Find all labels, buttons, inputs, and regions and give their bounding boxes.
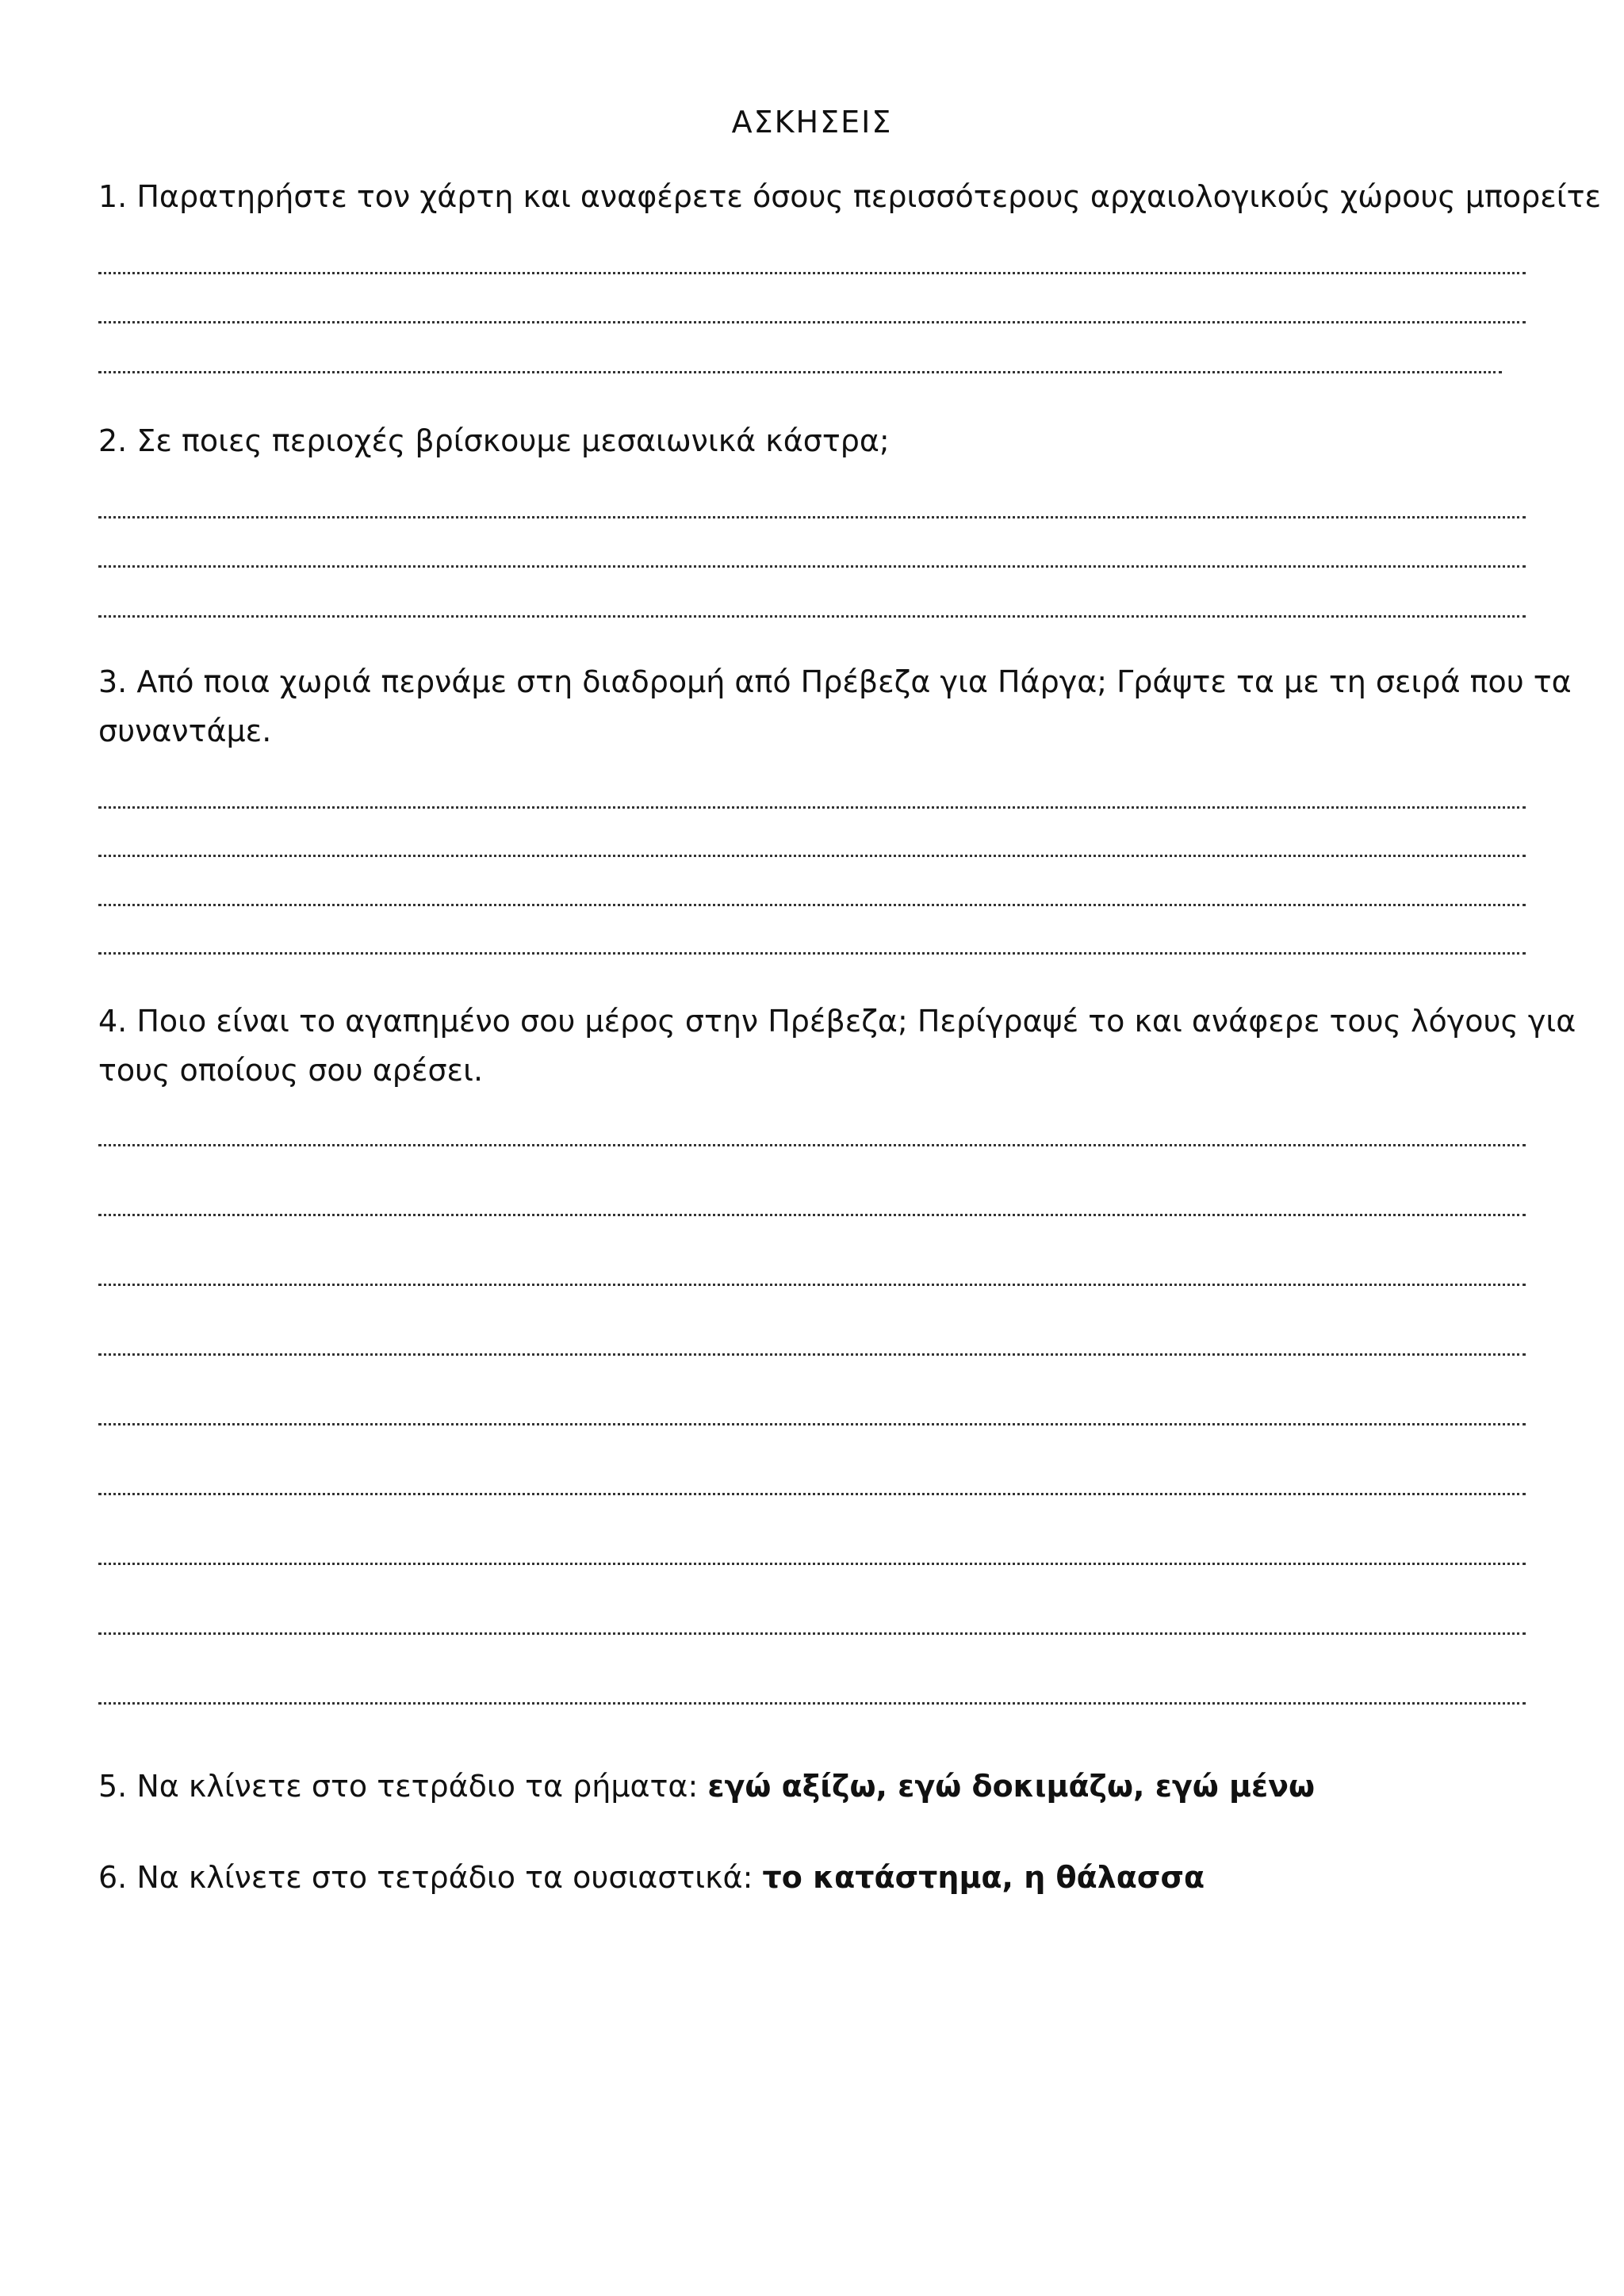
answer-line[interactable]	[98, 516, 1526, 519]
answer-line[interactable]	[98, 855, 1526, 857]
question-6-text: Να κλίνετε στο τετράδιο τα ουσιαστικά:	[136, 1860, 753, 1895]
answer-line[interactable]	[98, 1493, 1526, 1495]
question-1	[98, 173, 1602, 220]
question-2-text: Σε ποιες περιοχές βρίσκουμε μεσαιωνικά κάστρα;	[136, 423, 890, 458]
question-4-continuation	[98, 1047, 1526, 1094]
question-5-verbs: εγώ αξίζω, εγώ δοκιμάζω, εγώ μένω	[707, 1769, 1316, 1804]
answer-line[interactable]	[98, 1214, 1526, 1216]
answer-line[interactable]	[98, 272, 1526, 274]
question-6-nouns: το κατάστημα, η θάλασσα	[762, 1860, 1205, 1895]
answer-line[interactable]	[98, 904, 1526, 906]
question-5	[98, 1762, 1526, 1810]
answer-line[interactable]	[98, 1353, 1526, 1356]
answer-line[interactable]	[98, 615, 1526, 618]
question-3-text-line-2: συναντάμε.	[98, 714, 272, 748]
question-3	[98, 658, 1572, 706]
question-4-text-line-2: τους οποίους σου αρέσει.	[98, 1053, 484, 1088]
answer-line[interactable]	[98, 371, 1502, 373]
question-3-continuation	[98, 707, 1526, 755]
question-5-number: 5.	[98, 1769, 128, 1804]
question-3-text-line-1: Από ποια χωριά περνάμε στη διαδρομή από Πρέβεζα για Πάργα; Γράψτε τα με τη σειρά που τα	[136, 664, 1572, 699]
answer-line[interactable]	[98, 565, 1526, 568]
answer-line[interactable]	[98, 1284, 1526, 1286]
question-3-number: 3.	[98, 664, 128, 699]
answer-line[interactable]	[98, 1563, 1526, 1565]
question-4-text-line-1: Ποιο είναι το αγαπημένο σου μέρος στην Πρέβεζα; Περίγραψέ το και ανάφερε τους λόγους για	[136, 1004, 1576, 1039]
answer-line[interactable]	[98, 1702, 1526, 1705]
question-4-number: 4.	[98, 1004, 128, 1039]
question-1-text: Παρατηρήστε τον χάρτη και αναφέρετε όσους περισσότερους αρχαιολογικούς χώρους μπορείτε	[136, 179, 1602, 214]
answer-line[interactable]	[98, 1423, 1526, 1425]
page-title: ΑΣΚΗΣΕΙΣ	[731, 105, 893, 140]
question-5-text: Να κλίνετε στο τετράδιο τα ρήματα:	[136, 1769, 699, 1804]
question-2	[98, 417, 1526, 465]
answer-line[interactable]	[98, 1144, 1526, 1146]
answer-line[interactable]	[98, 806, 1526, 809]
answer-line[interactable]	[98, 952, 1526, 955]
answer-line[interactable]	[98, 321, 1526, 323]
answer-line[interactable]	[98, 1632, 1526, 1635]
question-2-number: 2.	[98, 423, 128, 458]
question-4	[98, 997, 1576, 1045]
question-6	[98, 1854, 1526, 1901]
question-6-number: 6.	[98, 1860, 128, 1895]
question-1-number: 1.	[98, 179, 128, 214]
